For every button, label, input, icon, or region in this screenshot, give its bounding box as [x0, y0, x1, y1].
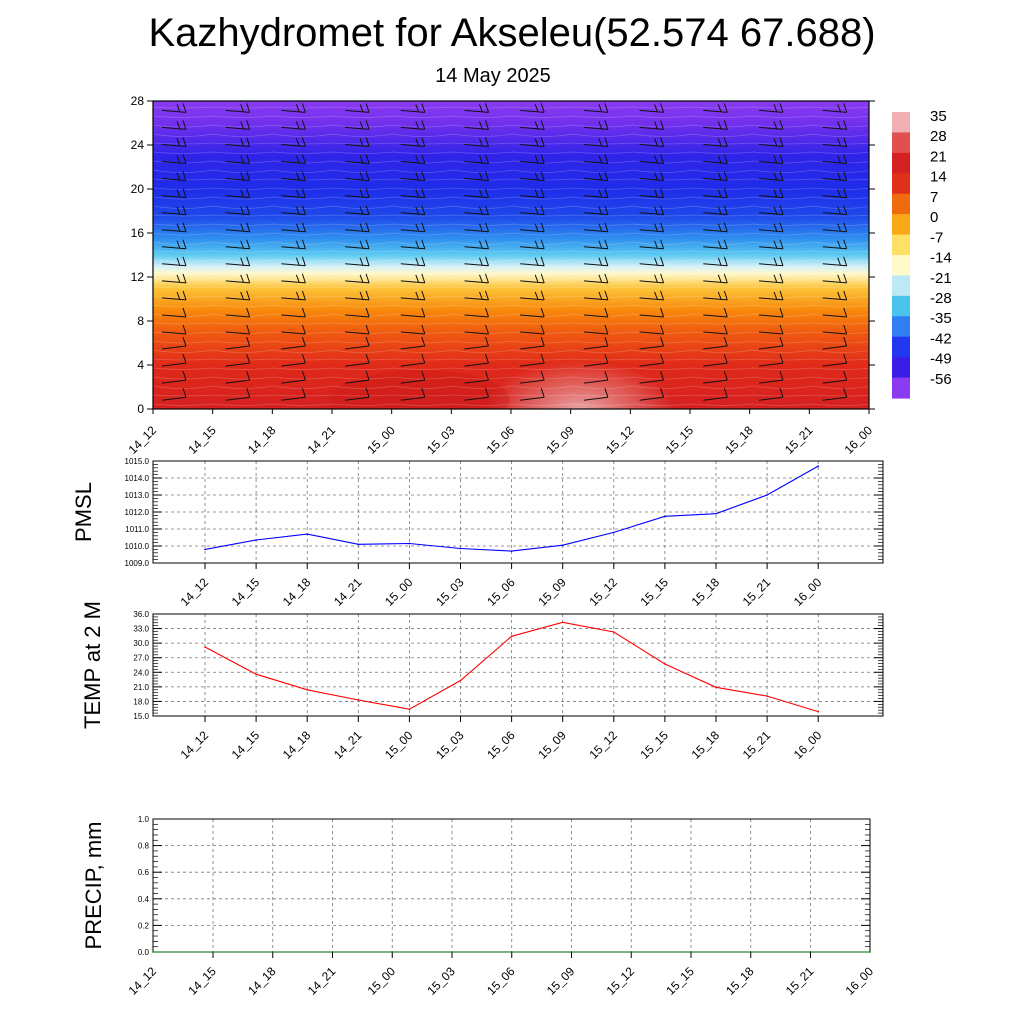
precip-data-point	[809, 951, 811, 953]
pmsl-panel	[71, 457, 883, 609]
colorbar-swatch	[892, 275, 910, 296]
x-tick-label: 15_12	[603, 964, 638, 998]
x-tick-label: 14_12	[125, 423, 160, 457]
temp2m-data-point	[358, 699, 360, 701]
colorbar-swatch	[892, 255, 910, 276]
precip-data-point	[212, 951, 214, 953]
x-tick-label: 15_21	[782, 964, 817, 998]
precip-data-point	[451, 951, 453, 953]
colorbar-swatch	[892, 132, 910, 153]
x-tick-label: 14_15	[185, 964, 219, 998]
x-tick-label: 14_12	[125, 964, 160, 998]
colorbar	[892, 108, 952, 399]
colorbar-swatch	[892, 378, 910, 399]
temp2m-data-point	[817, 711, 819, 713]
x-tick-label: 15_00	[364, 423, 398, 457]
x-tick-label: 14_21	[304, 964, 339, 998]
x-tick-label: 15_18	[688, 728, 723, 762]
x-tick-label: 15_15	[637, 728, 672, 762]
y-tick-label: 27.0	[133, 653, 149, 663]
y-tick-label: 1011.0	[125, 525, 149, 534]
y-tick-label: 1009.0	[124, 559, 149, 568]
x-tick-label: 14_18	[244, 423, 279, 457]
x-tick-label: 15_18	[688, 575, 723, 609]
x-tick-label: 15_09	[543, 423, 577, 457]
colorbar-swatch	[892, 337, 910, 358]
y-tick-label: 33.0	[133, 624, 149, 634]
y-tick-label: 1012.0	[124, 508, 149, 517]
precip-data-point	[511, 951, 513, 953]
y-tick-label: 1.0	[137, 815, 149, 824]
colorbar-swatch	[892, 214, 910, 235]
y-tick-label: 30.0	[133, 639, 149, 649]
colorbar-label: 28	[930, 128, 947, 146]
x-tick-label: 14_21	[330, 575, 365, 609]
temp2m-ylabel: TEMP at 2 M	[80, 601, 105, 729]
precip-panel	[81, 815, 876, 998]
x-tick-label: 14_18	[279, 728, 314, 762]
temp2m-frame	[153, 614, 883, 716]
y-tick-label: 36.0	[133, 610, 149, 619]
pmsl-data-point	[306, 533, 308, 535]
temperature-field-fill	[153, 101, 869, 409]
x-tick-label: 16_00	[790, 575, 825, 609]
x-tick-label: 14_12	[177, 728, 212, 762]
pmsl-data-point	[562, 544, 564, 546]
pmsl-data-point	[460, 548, 462, 550]
y-tick-label: 0.4	[137, 894, 149, 904]
x-tick-label: 15_21	[781, 423, 816, 457]
colorbar-swatch	[892, 316, 910, 337]
temp2m-data-point	[715, 687, 717, 689]
x-tick-label: 14_15	[185, 423, 219, 457]
colorbar-label: -14	[930, 249, 952, 267]
y-tick-label: 1013.0	[124, 491, 149, 500]
x-tick-label: 15_03	[433, 575, 467, 609]
pmsl-data-point	[409, 543, 411, 545]
y-tick-label: 8	[137, 314, 144, 328]
chart-title: Kazhydromet for Akseleu(52.574 67.688)	[148, 11, 876, 55]
x-tick-label: 16_00	[790, 728, 825, 762]
x-tick-label: 15_21	[739, 728, 774, 762]
x-tick-label: 15_09	[535, 728, 569, 762]
y-tick-label: 0.6	[137, 868, 149, 878]
temp2m-data-point	[664, 663, 666, 665]
x-tick-label: 15_12	[586, 728, 620, 762]
x-tick-label: 14_21	[330, 728, 365, 762]
y-tick-label: 15.0	[133, 712, 149, 721]
temp2m-data-point	[306, 689, 308, 691]
colorbar-swatch	[892, 153, 910, 174]
temp2m-data-point	[409, 708, 411, 710]
x-tick-label: 16_00	[842, 964, 877, 998]
y-tick-label: 20	[130, 182, 144, 196]
y-tick-label: 4	[137, 358, 144, 372]
x-tick-label: 15_03	[424, 964, 458, 998]
y-tick-label: 0.8	[137, 841, 149, 851]
colorbar-label: 21	[930, 148, 947, 166]
pmsl-data-point	[255, 539, 257, 541]
x-tick-label: 14_15	[228, 575, 263, 609]
x-tick-label: 15_00	[364, 964, 399, 998]
x-tick-label: 15_18	[723, 964, 757, 998]
colorbar-swatch	[892, 357, 910, 378]
x-tick-label: 14_21	[304, 423, 339, 457]
temp2m-data-point	[613, 631, 615, 633]
x-tick-label: 14_12	[177, 575, 212, 609]
temp2m-data-point	[460, 680, 462, 682]
temperature-field	[153, 101, 873, 457]
pmsl-data-point	[613, 532, 615, 534]
colorbar-swatch	[892, 235, 910, 256]
temp2m-data-point	[255, 673, 257, 675]
chart-subtitle: 14 May 2025	[435, 65, 551, 87]
pmsl-data-point	[664, 515, 666, 517]
temp2m-data-point	[204, 646, 206, 648]
colorbar-label: -21	[930, 269, 952, 287]
y-tick-label: 21.0	[133, 682, 149, 692]
precip-data-point	[570, 951, 572, 953]
pmsl-data-point	[817, 465, 819, 467]
y-tick-label: 1015.0	[124, 457, 149, 466]
colorbar-swatch	[892, 112, 910, 133]
colorbar-label: -56	[930, 370, 952, 388]
x-tick-label: 15_12	[602, 423, 637, 457]
pmsl-data-point	[358, 544, 360, 546]
x-tick-label: 15_09	[543, 964, 578, 998]
temp2m-data-point	[511, 636, 513, 638]
y-tick-label: 24.0	[133, 668, 149, 678]
precip-data-point	[152, 951, 154, 953]
x-tick-label: 15_06	[484, 728, 518, 762]
colorbar-label: -28	[930, 290, 952, 308]
x-tick-label: 15_09	[535, 575, 569, 609]
pmsl-data-point	[204, 549, 206, 551]
pmsl-series-line	[205, 466, 818, 551]
colorbar-label: 35	[930, 108, 947, 125]
precip-data-point	[869, 951, 871, 953]
precip-ylabel: PRECIP, mm	[81, 821, 106, 950]
y-tick-label: 12	[130, 270, 144, 284]
x-tick-label: 15_18	[722, 423, 756, 457]
y-tick-label: 1014.0	[124, 474, 149, 483]
x-tick-label: 14_18	[279, 575, 314, 609]
temp2m-data-point	[766, 695, 768, 697]
x-tick-label: 16_00	[841, 423, 876, 457]
colorbar-label: 7	[930, 188, 939, 206]
precip-data-point	[750, 951, 752, 953]
temp2m-data-point	[562, 621, 564, 623]
y-tick-label: 24	[130, 138, 144, 152]
precip-data-point	[391, 951, 393, 953]
colorbar-swatch	[892, 296, 910, 317]
pmsl-ylabel: PMSL	[71, 482, 96, 542]
y-tick-label: 0.0	[137, 948, 149, 957]
precip-data-point	[272, 951, 274, 953]
pmsl-data-point	[715, 513, 717, 515]
pmsl-data-point	[511, 550, 513, 552]
y-tick-label: 1010.0	[124, 542, 149, 551]
temp2m-panel	[80, 601, 883, 762]
x-tick-label: 15_15	[637, 575, 672, 609]
x-tick-label: 15_15	[663, 964, 697, 998]
y-tick-label: 18.0	[133, 697, 149, 707]
colorbar-label: 0	[930, 209, 939, 227]
precip-data-point	[630, 951, 632, 953]
y-tick-label: 0.2	[137, 921, 149, 931]
colorbar-label: -35	[930, 310, 952, 328]
precip-data-point	[331, 951, 333, 953]
colorbar-label: -49	[930, 350, 952, 368]
x-tick-label: 15_06	[484, 575, 518, 609]
colorbar-label: -42	[930, 330, 952, 348]
colorbar-swatch	[892, 173, 910, 194]
x-tick-label: 15_21	[739, 575, 774, 609]
colorbar-label: 14	[930, 168, 947, 186]
precip-data-point	[690, 951, 692, 953]
x-tick-label: 14_18	[245, 964, 279, 998]
y-tick-label: 16	[130, 226, 144, 240]
y-tick-label: 0	[137, 402, 144, 416]
x-tick-label: 15_12	[586, 575, 620, 609]
colorbar-label: -7	[930, 229, 944, 247]
x-tick-label: 15_15	[662, 423, 697, 457]
x-tick-label: 15_03	[423, 423, 458, 457]
y-tick-label: 28	[130, 94, 144, 108]
pmsl-data-point	[766, 494, 768, 496]
x-tick-label: 15_00	[382, 575, 416, 609]
colorbar-swatch	[892, 194, 910, 215]
x-tick-label: 14_15	[228, 728, 263, 762]
x-tick-label: 15_03	[433, 728, 467, 762]
x-tick-label: 15_06	[484, 964, 518, 998]
x-tick-label: 15_06	[483, 423, 518, 457]
x-tick-label: 15_00	[382, 728, 416, 762]
